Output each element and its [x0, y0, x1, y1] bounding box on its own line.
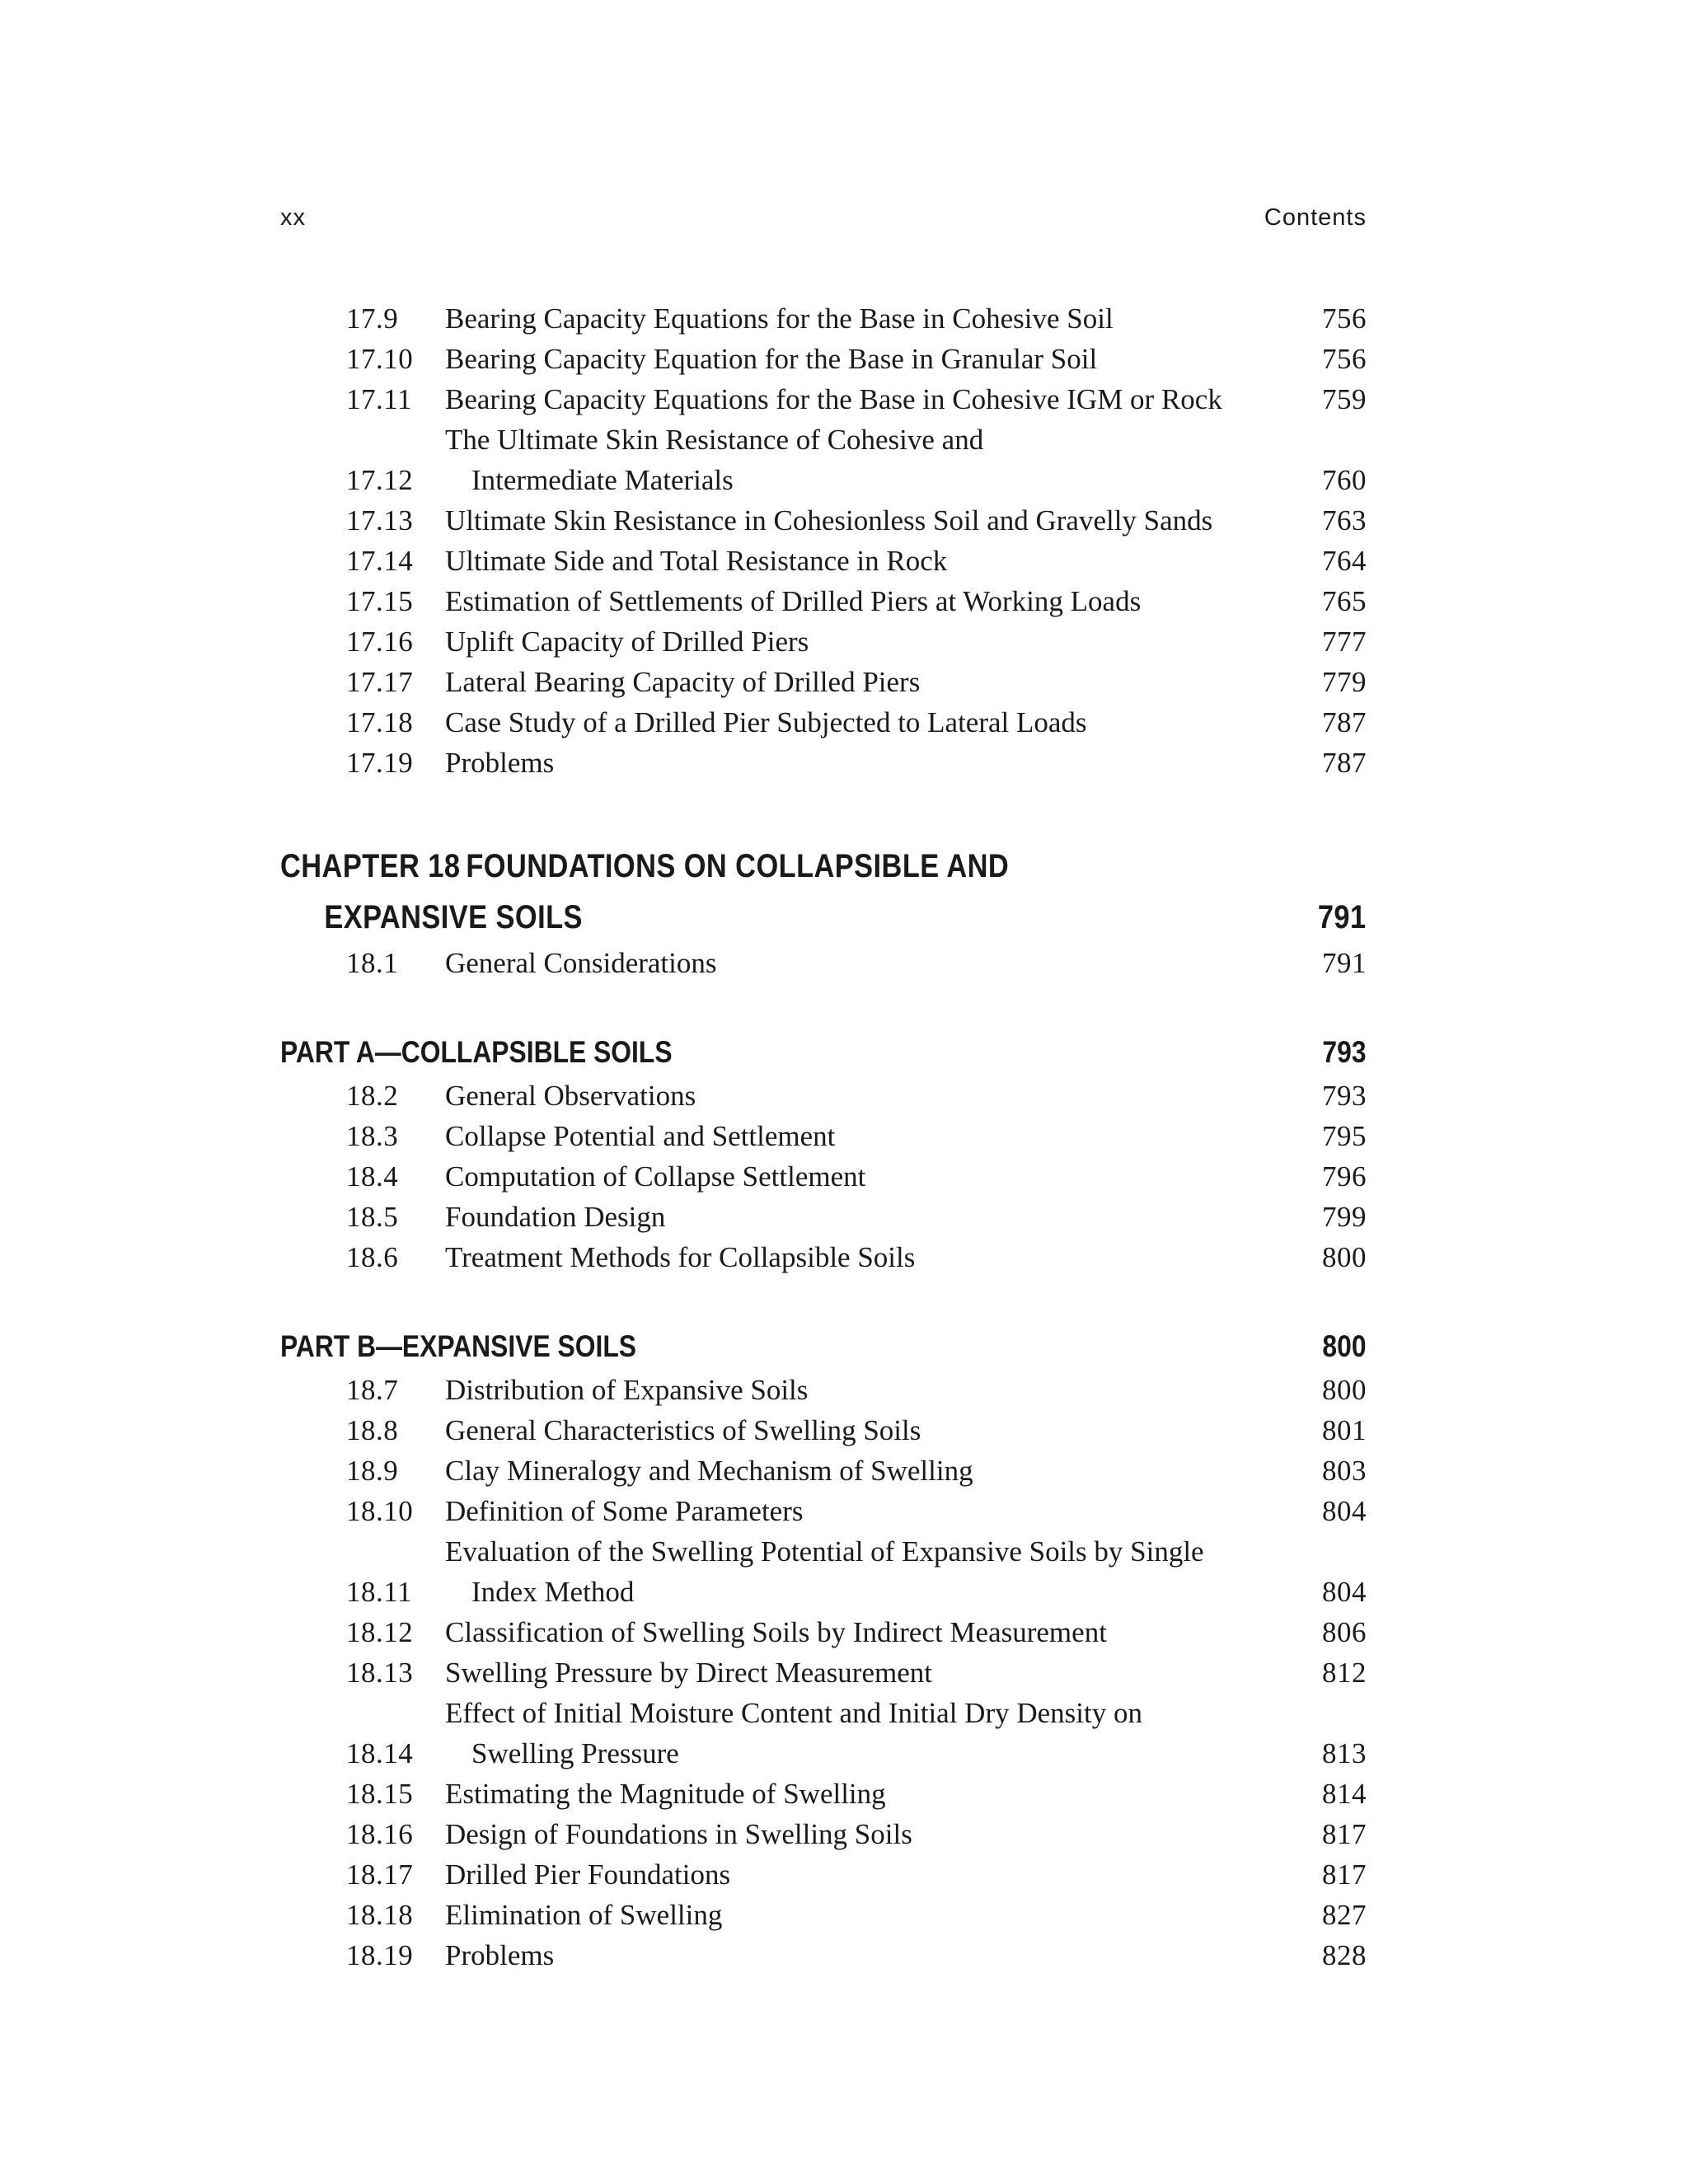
- section-number: 17.13: [346, 504, 414, 537]
- section-title: Foundation Design: [445, 1201, 666, 1233]
- toc-entry: [280, 1370, 1367, 1410]
- page-number: 806: [1322, 1616, 1367, 1648]
- section-number: 18.18: [346, 1899, 414, 1931]
- toc-entry: [280, 379, 1367, 419]
- page-number: 801: [1322, 1414, 1367, 1446]
- page-number: 760: [1322, 464, 1367, 496]
- section-list-chapter-17: [280, 298, 1367, 783]
- page-header: [280, 204, 1367, 232]
- toc-entry: [280, 1491, 1367, 1531]
- part-a-page: 793: [1322, 1035, 1367, 1069]
- toc-entry: [280, 1116, 1367, 1156]
- section-number: 18.14: [346, 1737, 414, 1769]
- section-title-block: [445, 702, 1301, 743]
- section-title: Definition of Some Parameters: [445, 1495, 804, 1527]
- section-title-block: [445, 500, 1301, 541]
- section-title-block: [445, 1774, 1301, 1814]
- section-title-continuation: Swelling Pressure: [471, 1737, 679, 1769]
- toc-entry: [280, 1197, 1367, 1237]
- section-title-block: [445, 1237, 1301, 1277]
- toc-entry: [280, 943, 1367, 983]
- running-title: Contents: [1264, 204, 1367, 231]
- section-title: Ultimate Side and Total Resistance in Rock: [445, 545, 948, 577]
- part-a-title: PART A—COLLAPSIBLE SOILS: [280, 1035, 673, 1069]
- section-title: Evaluation of the Swelling Potential of Expansive Soils by Single: [445, 1535, 1204, 1568]
- chapter-label: CHAPTER 18: [280, 848, 461, 884]
- section-title: Swelling Pressure by Direct Measurement: [445, 1657, 932, 1689]
- page-number: 817: [1322, 1818, 1367, 1850]
- page-number: 799: [1322, 1201, 1367, 1233]
- toc-entry: [280, 662, 1367, 702]
- section-number: 18.3: [346, 1120, 399, 1152]
- section-title-block: [445, 1197, 1301, 1237]
- page-number: 814: [1322, 1778, 1367, 1810]
- section-number: 18.13: [346, 1657, 414, 1689]
- section-number: 17.18: [346, 706, 414, 738]
- section-title-block: [445, 581, 1301, 621]
- section-title: Classification of Swelling Soils by Indirect Measurement: [445, 1616, 1107, 1648]
- toc-entry: [280, 339, 1367, 379]
- section-number: 18.7: [346, 1374, 399, 1406]
- section-title: Bearing Capacity Equations for the Base in Cohesive Soil: [445, 302, 1114, 335]
- chapter-page: 791: [1317, 899, 1367, 935]
- section-title-block: [445, 1854, 1301, 1895]
- section-number: 18.17: [346, 1858, 414, 1891]
- section-number: 18.15: [346, 1778, 414, 1810]
- section-number: 17.9: [346, 302, 399, 335]
- section-number: 17.19: [346, 747, 414, 779]
- part-b-page: 800: [1322, 1329, 1367, 1363]
- section-number: 17.16: [346, 626, 414, 658]
- toc-entry: [280, 1895, 1367, 1935]
- toc-entry: [280, 621, 1367, 662]
- section-title: Uplift Capacity of Drilled Piers: [445, 626, 809, 658]
- section-title-block: [445, 1935, 1301, 1975]
- toc-entry: [280, 581, 1367, 621]
- page-number: 796: [1322, 1160, 1367, 1193]
- section-number: 18.2: [346, 1080, 399, 1112]
- section-title-block: [445, 541, 1301, 581]
- toc-entry: [280, 1693, 1367, 1774]
- part-a-heading: [280, 1029, 1367, 1076]
- page-number: 779: [1322, 666, 1367, 698]
- section-title-block: [445, 1451, 1301, 1491]
- toc-entry: [280, 743, 1367, 783]
- section-title: The Ultimate Skin Resistance of Cohesive and: [445, 424, 984, 456]
- section-title: Clay Mineralogy and Mechanism of Swelling: [445, 1455, 973, 1487]
- page-number: 812: [1322, 1657, 1367, 1689]
- toc-entry: [280, 541, 1367, 581]
- section-list-chapter-18: [280, 943, 1367, 983]
- page-number: 777: [1322, 626, 1367, 658]
- section-number: 18.11: [346, 1576, 412, 1608]
- section-title-block: [445, 1652, 1301, 1693]
- section-list-part-a: [280, 1076, 1367, 1277]
- section-title-block: [445, 298, 1301, 339]
- toc-entry: [280, 1612, 1367, 1652]
- page-number: 756: [1322, 302, 1367, 335]
- section-title-block: [445, 743, 1301, 783]
- part-b-heading: [280, 1324, 1367, 1370]
- page-number: 764: [1322, 545, 1367, 577]
- section-title-block: [445, 1693, 1301, 1774]
- section-number: 18.16: [346, 1818, 414, 1850]
- toc-entry: [280, 1652, 1367, 1693]
- section-title-block: [445, 662, 1301, 702]
- section-number: 17.17: [346, 666, 414, 698]
- toc-entry: [280, 1531, 1367, 1612]
- toc-entry: [280, 1076, 1367, 1116]
- toc-entry: [280, 1410, 1367, 1451]
- section-title: Effect of Initial Moisture Content and Initial Dry Density on: [445, 1697, 1142, 1729]
- section-title: Bearing Capacity Equations for the Base in Cohesive IGM or Rock: [445, 383, 1222, 415]
- page-number: 791: [1322, 947, 1367, 979]
- page-number: 787: [1322, 706, 1367, 738]
- section-title-block: [445, 1814, 1301, 1854]
- chapter-heading: [280, 841, 1367, 943]
- section-title-continuation: Index Method: [471, 1576, 635, 1608]
- section-number: 18.8: [346, 1414, 399, 1446]
- section-number: 18.10: [346, 1495, 414, 1527]
- section-number: 18.19: [346, 1939, 414, 1971]
- section-title: General Observations: [445, 1080, 696, 1112]
- page-number: 813: [1322, 1737, 1367, 1769]
- section-title: Lateral Bearing Capacity of Drilled Piers: [445, 666, 921, 698]
- section-title: Bearing Capacity Equation for the Base in Granular Soil: [445, 343, 1098, 375]
- section-title-continuation: Intermediate Materials: [471, 464, 734, 496]
- page-number: 817: [1322, 1858, 1367, 1891]
- section-title: Design of Foundations in Swelling Soils: [445, 1818, 912, 1850]
- section-title-block: [445, 1410, 1301, 1451]
- toc-entry: [280, 500, 1367, 541]
- section-title: Elimination of Swelling: [445, 1899, 723, 1931]
- section-title: Drilled Pier Foundations: [445, 1858, 731, 1891]
- toc-entry: [280, 1774, 1367, 1814]
- section-number: 17.15: [346, 585, 414, 617]
- section-title-block: [445, 1076, 1301, 1116]
- section-number: 17.11: [346, 383, 412, 415]
- section-list-part-b: [280, 1370, 1367, 1975]
- page-number: 756: [1322, 343, 1367, 375]
- toc-entry: [280, 1451, 1367, 1491]
- section-title: Problems: [445, 747, 555, 779]
- section-number: 17.14: [346, 545, 414, 577]
- section-title: Collapse Potential and Settlement: [445, 1120, 836, 1152]
- section-title: Ultimate Skin Resistance in Cohesionless Soil and Gravelly Sands: [445, 504, 1213, 537]
- section-title-block: [445, 1531, 1301, 1612]
- page-number: 795: [1322, 1120, 1367, 1152]
- toc-entry: [280, 1814, 1367, 1854]
- toc-entry: [280, 1237, 1367, 1277]
- page-number: 804: [1322, 1576, 1367, 1608]
- page-number: 800: [1322, 1374, 1367, 1406]
- section-title-block: [445, 379, 1301, 419]
- section-number: 18.12: [346, 1616, 414, 1648]
- section-number: 18.4: [346, 1160, 399, 1193]
- page-number: 804: [1322, 1495, 1367, 1527]
- page-number: 787: [1322, 747, 1367, 779]
- page-number: 765: [1322, 585, 1367, 617]
- section-title-block: [445, 1491, 1301, 1531]
- section-title: General Characteristics of Swelling Soils: [445, 1414, 921, 1446]
- section-title-block: [445, 339, 1301, 379]
- page-number: 803: [1322, 1455, 1367, 1487]
- section-title: General Considerations: [445, 947, 717, 979]
- page-label: xx: [280, 204, 306, 231]
- section-number: 18.5: [346, 1201, 399, 1233]
- section-title-block: [445, 1612, 1301, 1652]
- section-title: Treatment Methods for Collapsible Soils: [445, 1241, 916, 1273]
- chapter-title-line2: EXPANSIVE SOILS: [324, 899, 583, 935]
- chapter-title-line1: FOUNDATIONS ON COLLAPSIBLE AND: [466, 848, 1010, 884]
- toc-entry: [280, 419, 1367, 500]
- toc-entry: [280, 702, 1367, 743]
- section-number: 18.9: [346, 1455, 399, 1487]
- toc-entry: [280, 1935, 1367, 1975]
- section-title: Case Study of a Drilled Pier Subjected to Lateral Loads: [445, 706, 1087, 738]
- page-number: 793: [1322, 1080, 1367, 1112]
- page-number: 827: [1322, 1899, 1367, 1931]
- section-title-block: [445, 943, 1301, 983]
- section-number: 17.10: [346, 343, 414, 375]
- section-title: Problems: [445, 1939, 555, 1971]
- section-number: 18.1: [346, 947, 399, 979]
- section-title: Distribution of Expansive Soils: [445, 1374, 809, 1406]
- page-number: 759: [1322, 383, 1367, 415]
- section-title-block: [445, 621, 1301, 662]
- section-title: Computation of Collapse Settlement: [445, 1160, 866, 1193]
- page-number: 828: [1322, 1939, 1367, 1971]
- section-title-block: [445, 419, 1301, 500]
- table-of-contents: [280, 298, 1367, 1975]
- section-number: 18.6: [346, 1241, 399, 1273]
- section-title: Estimation of Settlements of Drilled Piers at Working Loads: [445, 585, 1142, 617]
- part-b-title: PART B—EXPANSIVE SOILS: [280, 1329, 637, 1363]
- section-title-block: [445, 1156, 1301, 1197]
- toc-entry: [280, 1854, 1367, 1895]
- section-title-block: [445, 1116, 1301, 1156]
- toc-entry: [280, 1156, 1367, 1197]
- section-number: 17.12: [346, 464, 414, 496]
- page-number: 800: [1322, 1241, 1367, 1273]
- section-title-block: [445, 1370, 1301, 1410]
- section-title: Estimating the Magnitude of Swelling: [445, 1778, 886, 1810]
- page-number: 763: [1322, 504, 1367, 537]
- section-title-block: [445, 1895, 1301, 1935]
- toc-entry: [280, 298, 1367, 339]
